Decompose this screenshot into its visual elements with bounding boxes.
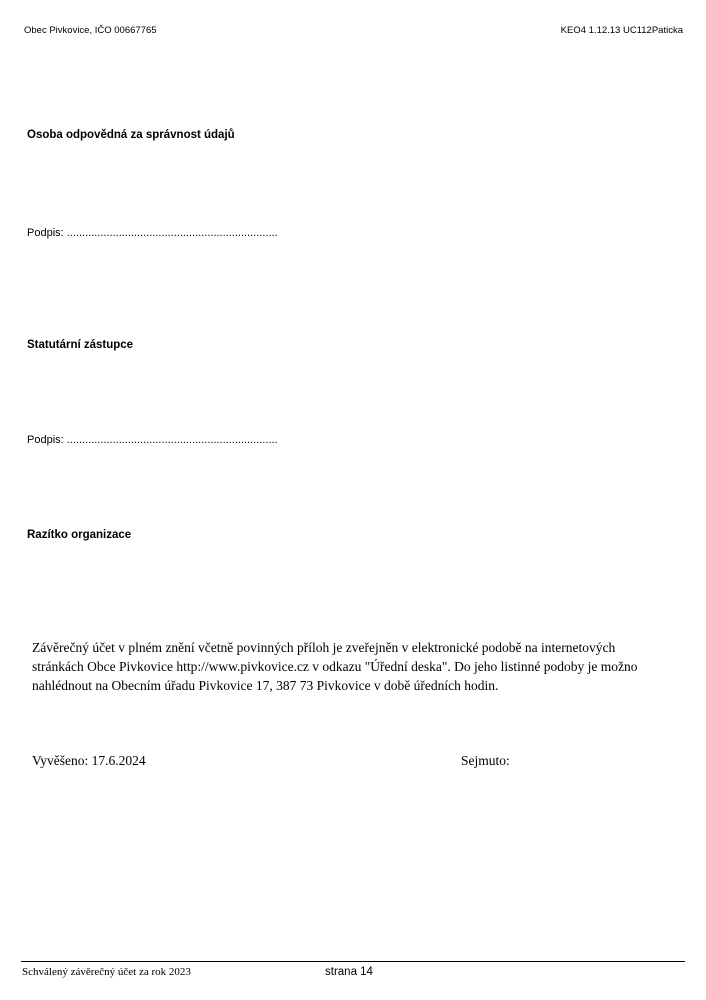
notice-line: stránkách Obce Pivkovice http://www.pivkovice.cz v odkazu "Úřední deska". Do jeho listinné podoby je možno — [32, 659, 638, 674]
footer-divider — [21, 961, 685, 962]
notice-line: Závěrečný účet v plném znění včetně povinných příloh je zveřejněn v elektronické podobě na internetových — [32, 640, 616, 655]
removed-date-label: Sejmuto: — [461, 753, 510, 768]
footer-page-number: strana 14 — [325, 966, 373, 978]
signature-line-statutory: Podpis: ..................................................................... — [27, 434, 278, 446]
organization-stamp-heading: Razítko organizace — [27, 529, 132, 541]
footer-document-title: Schválený závěrečný účet za rok 2023 — [22, 966, 191, 978]
publication-notice — [32, 638, 692, 695]
notice-line: nahlédnout na Obecním úřadu Pivkovice 17, 387 73 Pivkovice v době úředních hodin. — [32, 678, 499, 693]
responsible-person-heading: Osoba odpovědná za správnost údajů — [27, 129, 235, 141]
signature-line-responsible: Podpis: ..................................................................... — [27, 227, 278, 239]
statutory-representative-heading: Statutární zástupce — [27, 339, 134, 351]
posted-date: Vyvěšeno: 17.6.2024 — [32, 753, 146, 768]
header-organization: Obec Pivkovice, IČO 00667765 — [24, 25, 157, 36]
header-report-code: KEO4 1.12.13 UC112Paticka — [560, 25, 683, 36]
